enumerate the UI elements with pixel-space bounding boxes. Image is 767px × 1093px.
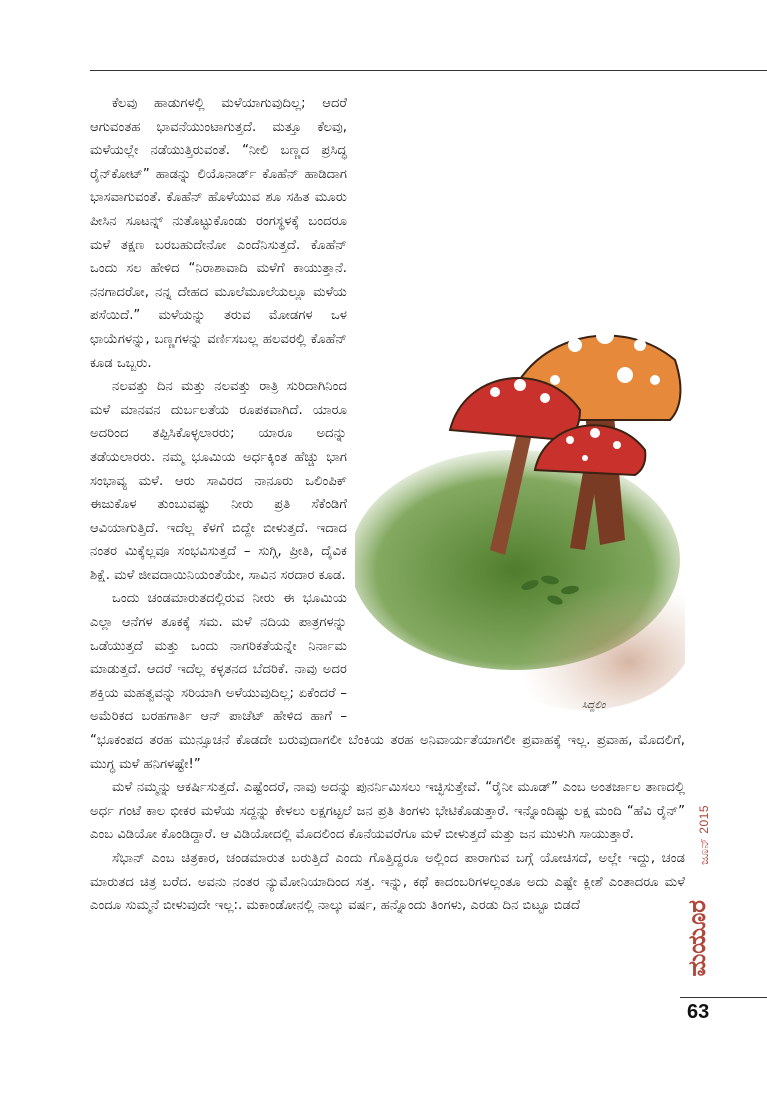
- mushroom-illustration: [355, 300, 685, 720]
- paragraph: ಮಳೆ ನಮ್ಮನ್ನು ಆಕರ್ಷಿಸುತ್ತದೆ. ಎಷ್ಟೆಂದರೆ, ನಾವು ಅದನ್ನು ಪುನರ್ನಿಮಿಸಲು ಇಚ್ಛಿಸುತ್ತೇವೆ. “ರೈನೀ ಮೂಡ್” ಎಂಬ ಅಂತರ್ಜಾಲ ತಾಣದಲ್ಲಿ ಅರ್ಧ ಗಂಟೆ ಕಾಲ ಭೀಕರ ಮಳೆಯ ಸದ್ದನ್ನು ಕೇಳಲು ಲಕ್ಷಗಟ್ಟಲೆ ಜನ ಪ್ರತಿ ತಿಂಗಳು ಭೇಟಿಕೊಡುತ್ತಾರೆ. ಇನ್ನೊಂದಿಷ್ಟು ಲಕ್ಷ ಮಂದಿ “ಹೆವಿ ರೈನ್” ಎಂಬ ವಿಡಿಯೋ ಕೊಂಡಿದ್ದಾರೆ. ಆ ವಿಡಿಯೋದಲ್ಲಿ ಮೊದಲಿಂದ ಕೊನೆಯವರೆಗೂ ಮಳೆ ಬೀಳುತ್ತದೆ ಮತ್ತು ಜನ ಮುಳುಗಿ ಸಾಯುತ್ತಾರೆ.: [90, 780, 685, 843]
- bottom-rule: [680, 997, 767, 998]
- top-rule: [90, 70, 767, 71]
- page-number: 63: [687, 1001, 710, 1023]
- issue-date: ಜೂನ್ 2015: [697, 805, 711, 865]
- paragraph: ಕೆಲವು ಹಾಡುಗಳಲ್ಲಿ ಮಳೆಯಾಗುವುದಿಲ್ಲ; ಆದರೆ ಆಗುವಂತಹ ಭಾವನೆಯುಂಟಾಗುತ್ತದೆ. ಮತ್ತೂ ಕೆಲವು, ಮಳೆಯಲ್ಲೇ ನಡೆಯುತ್ತಿರುವಂತೆ. “ನೀಲಿ ಬಣ್ಣದ ಪ್ರಸಿದ್ಧ ರೈನ್‌ಕೋಟ್” ಹಾಡನ್ನು ಲಿಯೊನಾರ್ಡ್ ಕೊಹೆನ್ ಹಾಡಿದಾಗ ಭಾಸವಾಗುವಂತೆ. ಕೊಹೆನ್ ಹೊಳೆಯುವ ಶೂ ಸಹಿತ ಮೂರು ಪೀಸಿನ ಸೂಟನ್ನ್ ನುತೊಟ್ಟುಕೊಂಡು ರಂಗಸ್ಥಳಕ್ಕೆ ಬಂದರೂ ಮಳೆ ತಕ್ಷಣ ಬರಬಹುದೇನೋ ಎಂದೆನಿಸುತ್ತದೆ. ಕೊಹೆನ್ ಒಂದು ಸಲ ಹೇಳಿದ “ನಿರಾಶಾವಾದಿ ಮಳೆಗೆ ಕಾಯುತ್ತಾನೆ. ನನಗಾದರೋ, ನನ್ನ ದೇಹದ ಮೂಲೆಮೂಲೆಯಲ್ಲೂ ಮಳೆಯ ಪಸೆಯಿದೆ.” ಮಳೆಯನ್ನು ತರುವ ಮೋಡಗಳ ಒಳ ಛಾಯೆಗಳನ್ನು, ಬಣ್ಣಗಳನ್ನು ವರ್ಣಿಸಬಲ್ಲ ಹಲವರಲ್ಲಿ ಕೊಹೆನ್ ಕೂಡ ಒಬ್ಬರು.: [90, 96, 347, 371]
- magazine-logo: ಮಯೂರ: [683, 900, 711, 977]
- paragraph: ಸೆಭಾನ್ ಎಂಬ ಚಿತ್ರಕಾರ, ಚಂಡಮಾರುತ ಬರುತ್ತಿದೆ ಎಂದು ಗೊತ್ತಿದ್ದರೂ ಅಲ್ಲಿಂದ ಪಾರಾಗುವ ಬಗ್ಗೆ ಯೋಚಿಸದೆ, ಅಲ್ಲೇ ಇದ್ದು, ಚಂಡ ಮಾರುತದ ಚಿತ್ರ ಬರೆದ. ಅವನು ನಂತರ ನ್ಯುಮೋನಿಯಾದಿಂದ ಸತ್ತ. ಇನ್ನು, ಕಥೆ ಕಾದಂಬರಿಗಳಲ್ಲಂತೂ ಅದು ಎಷ್ಟೇ ಕ್ಲೀಶೆ ಎಂತಾದರೂ ಮಳೆ ಎಂದೂ ಸುಮ್ಮನೆ ಬೀಳುವುದೇ ಇಲ್ಲ:. ಮಕಾಂಡೋನಲ್ಲಿ ನಾಲ್ಕು ವರ್ಷ, ಹನ್ನೊಂದು ತಿಂಗಳು, ಎರಡು ದಿನ ಬಿಟ್ಟೂ ಬಿಡದೆ: [90, 851, 685, 914]
- paragraph: ಒಂದು ಚಂಡಮಾರುತದಲ್ಲಿರುವ ನೀರು ಈ ಭೂಮಿಯ ಎಲ್ಲಾ ಆನೆಗಳ ತೂಕಕ್ಕೆ ಸಮ. ಮಳೆ ನದಿಯ ಪಾತ್ರಗಳನ್ನು ಒಡೆಯುತ್ತದೆ ಮತ್ತು ಒಂದು ನಾಗರಿಕತೆಯನ್ನೇ ನಿರ್ನಾಮ ಮಾಡುತ್ತದೆ. ಆದರೆ ಇದೆಲ್ಲ ಕಳ್ಳತನದ ಬೆದರಿಕೆ. ನಾವು ಅದರ ಶಕ್ತಿಯ ಮಹತ್ವವನ್ನು ಸರಿಯಾಗಿ ಅಳೆಯುವುದಿಲ್ಲ; ಏಕೆಂದರೆ – ಅಮೆರಿಕದ ಬರಹಗಾರ್ತಿ ಆನ್ ಪಾಚೆಟ್ ಹೇಳಿದ ಹಾಗೆ – “ಭೂಕಂಪದ ತರಹ ಮುನ್ಸೂಚನೆ ಕೊಡದೇ ಬರುವುದಾಗಲೀ ಬೆಂಕಿಯ ತರಹ ಅನಿವಾರ್ಯತೆಯಾಗಲೀ ಪ್ರವಾಹಕ್ಕೆ ಇಲ್ಲ. ಪ್ರವಾಹ, ಮೊದಲಿಗೆ, ಮುಗ್ಧ ಮಳೆ ಹನಿಗಳಷ್ಟೇ!”: [90, 591, 685, 772]
- soil-patch: [475, 550, 685, 710]
- artist-signature: ಸಿದ್ದಲಿಂ: [582, 700, 606, 711]
- paragraph: ನಲವತ್ತು ದಿನ ಮತ್ತು ನಲವತ್ತು ರಾತ್ರಿ ಸುರಿದಾಗಿನಿಂದ ಮಳೆ ಮಾನವನ ದುರ್ಬಲತೆಯ ರೂಪಕವಾಗಿದೆ. ಯಾರೂ ಅದರಿಂದ ತಪ್ಪಿಸಿಕೊಳ್ಳಲಾರರು; ಯಾರೂ ಅದನ್ನು ತಡೆಯಲಾರರು. ನಮ್ಮ ಭೂಮಿಯ ಅರ್ಧಕ್ಕಿಂತ ಹೆಚ್ಚು ಭಾಗ ಸಂಭಾವ್ಯ ಮಳೆ. ಆರು ಸಾವಿರದ ನಾನೂರು ಒಲಿಂಪಿಕ್ ಈಜುಕೊಳ ತುಂಬುವಷ್ಟು ನೀರು ಪ್ರತಿ ಸೆಕೆಂಡಿಗೆ ಆವಿಯಾಗುತ್ತಿದೆ. ಇದೆಲ್ಲ ಕೆಳಗೆ ಬಿದ್ದೇ ಬೀಳುತ್ತದೆ. ಇದಾದ ನಂತರ ಮಿಕ್ಕೆಲ್ಲವೂ ಸಂಭವಿಸುತ್ತದೆ – ಸುಗ್ಗಿ, ಪ್ರೀತಿ, ದೈವಿಕ ಶಿಕ್ಷೆ. ಮಳೆ ಜೀವದಾಯಿನಿಯಂತೆಯೇ, ಸಾವಿನ ಸರದಾರ ಕೂಡ.: [90, 379, 347, 583]
